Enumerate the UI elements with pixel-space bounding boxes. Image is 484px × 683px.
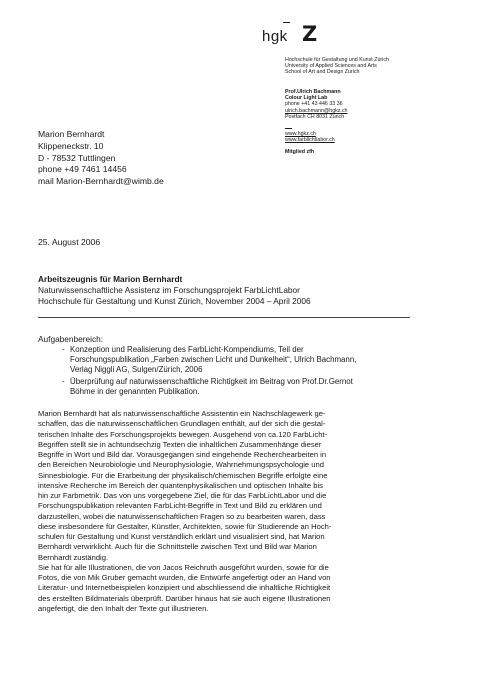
institution-line: School of Art and Design Zurich — [285, 69, 360, 76]
bullet-line: Verlag Niggli AG, Sulgen/Zürich, 2006 — [70, 365, 203, 375]
body-line: den Bereichen Neurobiologie und Neurophysiologie, Wahrnehmungspsychologie und — [38, 460, 324, 470]
heading-divider — [38, 317, 410, 318]
address-line: mail Marion-Bernhardt@wimb.de — [38, 176, 164, 187]
body-line: schulen für Gestaltung und Kunst verständlich erklärt und visualisiert sind, hat Marion — [38, 532, 325, 541]
contact-lab: Colour Light Lab — [285, 95, 328, 102]
letter-date: 25. August 2006 — [38, 237, 101, 247]
recipient-address — [38, 129, 164, 188]
contact-phone: phone +41 43 446 33 36 — [285, 101, 343, 108]
web-link-hgkz[interactable]: www.hgkz.ch — [285, 131, 316, 137]
bullet-dash: - — [62, 345, 65, 354]
contact-block — [285, 89, 348, 120]
bullet-item — [70, 345, 356, 376]
heading-title: Arbeitszeugnis für Marion Bernhardt — [38, 274, 183, 284]
body-line: darzustellen, wobei die naturwissenschaftlichen Fragen so zu bearbeiten waren, dass — [38, 511, 326, 521]
body-line: Sinnesbiologie. Für die Erarbeitung der physikalisch/chemischen Begriffe erfolgte eine — [38, 470, 328, 480]
body-line: terischen Inhalte des Forschungsprojekts bewegen. Ausgehend von ca.120 FarbLicht- — [38, 429, 328, 439]
body-line: Fotos, die von Mik Gruber gemacht wurden, die Entwürfe angefertigt oder an Hand von — [38, 573, 331, 582]
heading-line: Naturwissenschaftliche Assistenz im Forschungsprojekt FarbLichtLabor — [38, 284, 300, 295]
body-line: Marion Bernhardt hat als naturwissenschaftliche Assistentin ein Nachschlagewerk ge- — [38, 409, 326, 418]
body-line: Bernhardt verwirklicht. Auch für die Schnittstelle zwischen Text und Bild war Marion — [38, 542, 317, 552]
contact-name: Prof.Ulrich Bachmann — [285, 89, 341, 95]
institution-line: University of Applied Sciences and Arts — [285, 63, 377, 70]
institution-block — [285, 57, 389, 76]
bullet-line: Forschungspublikation „Farben zwischen Licht und Dunkelheit“, Ulrich Bachmann, — [70, 355, 357, 365]
bullet-line: Überprüfung auf naturwissenschaftliche Richtigkeit im Beitrag von Prof.Dr.Gernot — [70, 377, 353, 386]
body-line: hin zur Farbmetrik. Das von uns vorgegebene Ziel, die für das FarbLichtLabor und die — [38, 491, 327, 500]
address-line: D - 78532 Tuttlingen — [38, 152, 116, 163]
institution-line: Hochschule für Gestaltung und Kunst Zürich — [285, 57, 389, 63]
heading-line: Hochschule für Gestaltung und Kunst Zürich, November 2004 – April 2006 — [38, 295, 311, 306]
body-line: Begriffe in Wort und Bild dar. Vorausgegangen sind eingehende Recherchearbeiten in — [38, 450, 327, 459]
bullet-item — [70, 377, 353, 397]
bullet-line: Böhme in der genannten Publikation. — [70, 387, 200, 397]
body-line: des erstellten Bildmaterials überprüft. Darüber hinaus hat sie auch eigene Illustrationen — [38, 593, 331, 603]
body-line: Literatur- und Internetbeispielen konzipiert und abschliessend die inhaltliche Richtigkeit — [38, 583, 331, 593]
aufgaben-label: Aufgabenbereich: — [38, 334, 104, 344]
contact-postfach: Postfach CH 8031 Zürich — [285, 113, 345, 120]
body-line: Bernhardt zuständig. — [38, 552, 109, 562]
address-line: Marion Bernhardt — [38, 129, 105, 139]
web-links — [285, 131, 335, 143]
bullet-dash: - — [62, 377, 65, 386]
logo-hgk: hgk — [262, 28, 288, 45]
web-link-farblichtlabor[interactable]: www.farblichtlabor.ch — [285, 137, 335, 144]
bullet-line: Konzeption und Realisierung des FarbLicht-Kompendiums, Teil der — [70, 345, 304, 354]
address-line: Klippeneckstr. 10 — [38, 140, 104, 151]
body-line: intensive Recherche im Bereich der quantenphysikalischen und optischen Inhalte bis — [38, 480, 323, 490]
body-line: schaffen, das die naturwissenschaftlichen Grundlagen enthält, auf der sich die gestal- — [38, 419, 326, 429]
body-line: Begriffen stellt sie in achtundsechzig Texten die inhaltlichen Zusammenhänge dieser — [38, 439, 322, 449]
logo-z: Z — [302, 22, 318, 46]
address-line: phone +49 7461 14456 — [38, 164, 127, 175]
contact-email[interactable]: ulrich.bachmann@hgkz.ch — [285, 107, 348, 114]
web-bar — [285, 128, 292, 129]
mitglied-label: Mitglied zfh — [285, 149, 315, 155]
logo-bar — [283, 22, 290, 23]
body-line: Forschungspublikation relevanten FarbLicht-Begriffe in Text und Bild zu erklären und — [38, 501, 322, 511]
body-line: Sie hat für alle Illustrationen, die von Jacos Reichruth ausgeführt wurden, sowie für die — [38, 562, 329, 572]
body-paragraph — [38, 409, 331, 614]
body-line: diese insbesondere für Gestalter, Künstler, Architekten, sowie für Studierende an Hoch- — [38, 521, 332, 531]
document-heading — [38, 274, 311, 306]
body-line: angefertigt, die den Inhalt der Texte gut illustrieren. — [38, 603, 209, 613]
